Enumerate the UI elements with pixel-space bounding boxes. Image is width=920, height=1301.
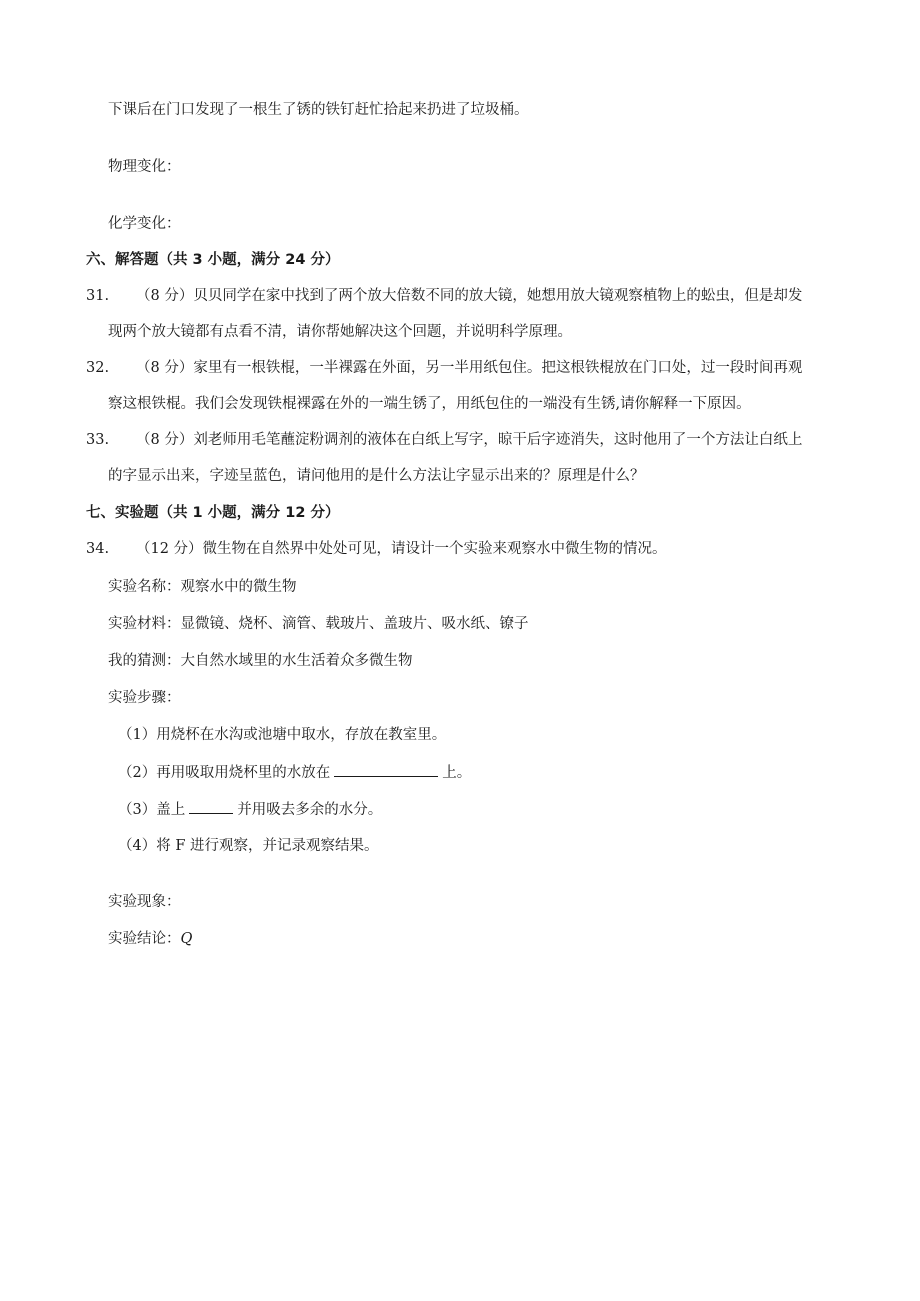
experiment-step-3 xyxy=(118,799,382,820)
step-3-text-before: （3）盖上 xyxy=(118,802,186,818)
experiment-guess: 我的猜测：大自然水域里的水生活着众多微生物 xyxy=(108,653,413,669)
experiment-conclusion xyxy=(108,929,192,949)
question-number: 32. xyxy=(86,360,110,376)
step-2-text-before: （2）再用吸取用烧杯里的水放在 xyxy=(118,765,331,781)
question-32-line-1 xyxy=(86,358,802,378)
experiment-materials: 实验材料：显微镜、烧杯、滴管、载玻片、盖玻片、吸水纸、镣子 xyxy=(108,616,529,632)
question-number: 33. xyxy=(86,432,110,448)
question-32-line-2: 察这根铁棍。我们会发现铁棍裸露在外的一端生锈了，用纸包住的一端没有生锈,请你解释一下原因。 xyxy=(108,396,751,412)
question-number: 34. xyxy=(86,541,110,557)
experiment-step-1: （1）用烧杯在水沟或池塘中取水，存放在教室里。 xyxy=(118,727,447,743)
experiment-step-2 xyxy=(118,762,471,783)
question-31-line-2: 现两个放大镜都有点看不清，请你帮她解决这个回题，并说明科学原理。 xyxy=(108,324,572,340)
question-text: （8 分）贝贝同学在家中找到了两个放大倍数不同的放大镜，她想用放大镜观察植物上的蚣虫，但是却发 xyxy=(136,288,803,304)
question-34-line-1 xyxy=(86,539,667,559)
question-31-line-1 xyxy=(86,286,802,306)
experiment-step-4: （4）将 F 进行观察，并记录观察结果。 xyxy=(118,838,379,854)
step-2-text-after: 上。 xyxy=(442,765,472,781)
step-3-text-after: 并用吸去多余的水分。 xyxy=(237,802,383,818)
question-text: （8 分）家里有一根铁棍，一半裸露在外面，另一半用纸包住。把这根铁棍放在门口处，过一段时间再观 xyxy=(136,360,803,376)
step-3-fill-blank xyxy=(189,799,233,814)
question-text: （8 分）刘老师用毛笔蘸淀粉调剂的液体在白纸上写字，晾干后字迹消失，这时他用了一个方法让白纸上 xyxy=(136,432,803,448)
experiment-name: 实验名称：观察水中的微生物 xyxy=(108,579,297,595)
physical-change-label: 物理变化： xyxy=(108,159,181,175)
question-33-line-2: 的字显示出来，字迹呈蓝色，请问他用的是什么方法让字显示出来的？原理是什么？ xyxy=(108,468,645,484)
question-number: 31. xyxy=(86,288,110,304)
question-text: （12 分）微生物在自然界中处处可见，请设计一个实验来观察水中微生物的情况。 xyxy=(136,541,667,557)
step-2-fill-blank xyxy=(334,762,438,777)
question-33-line-1 xyxy=(86,430,802,450)
experiment-phenomenon: 实验现象： xyxy=(108,894,181,910)
section-6-heading: 六、解答题（共 3 小题，满分 24 分） xyxy=(86,252,340,268)
experiment-steps-label: 实验步骤： xyxy=(108,690,181,706)
intro-line-1: 下课后在门口发现了一根生了锈的铁钉赶忙拾起来扔进了垃圾桶。 xyxy=(108,102,529,118)
chemical-change-label: 化学变化： xyxy=(108,216,181,232)
conclusion-label: 实验结论： xyxy=(108,931,181,947)
conclusion-mark: Q xyxy=(180,931,193,947)
section-7-heading: 七、实验题（共 1 小题，满分 12 分） xyxy=(86,505,340,521)
